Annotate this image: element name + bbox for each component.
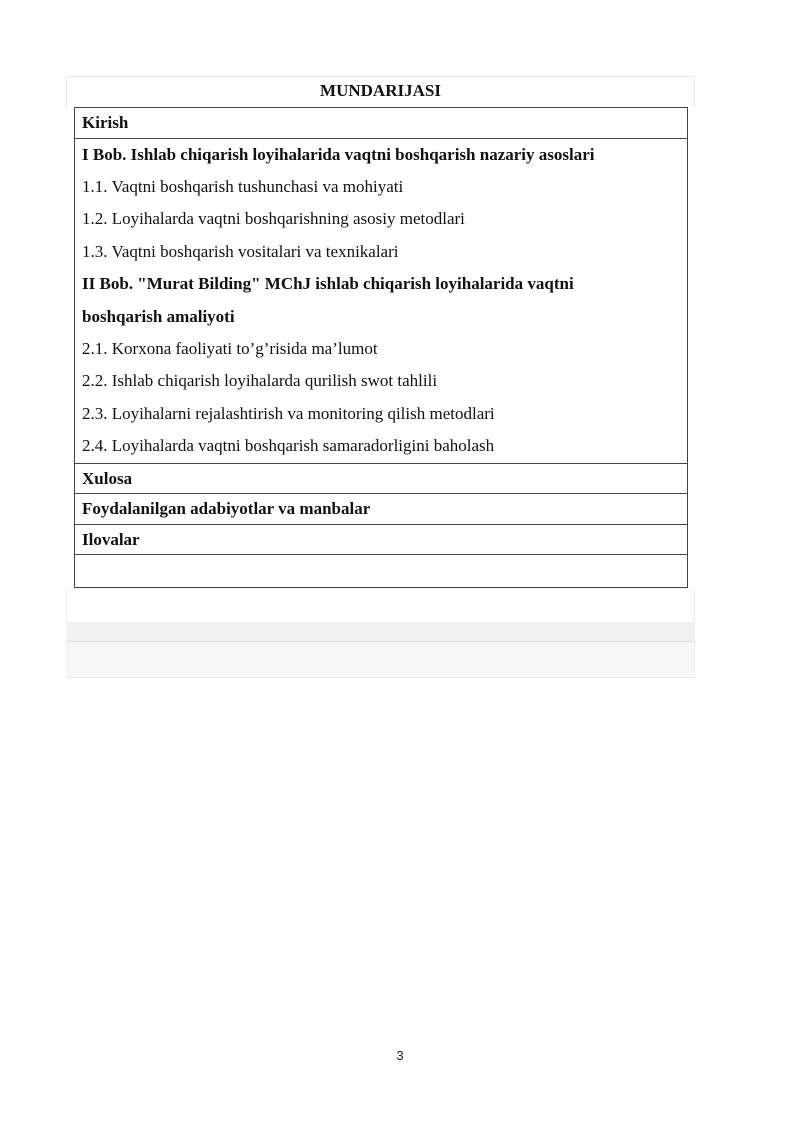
toc-entry-1-2[interactable]: 1.2. Loyihalarda vaqtni boshqarishning asosiy metodlari [82, 209, 465, 229]
toc-entry-2-3[interactable]: 2.3. Loyihalarni rejalashtirish va monitoring qilish metodlari [82, 403, 495, 423]
toc-entry-1-1[interactable]: 1.1. Vaqtni boshqarish tushunchasi va mohiyati [82, 176, 404, 196]
toc-entry-2-2[interactable]: 2.2. Ishlab chiqarish loyihalarda qurilish swot tahlili [82, 371, 438, 391]
empty-row [66, 588, 695, 622]
toc-entry-xulosa[interactable]: Xulosa [82, 468, 133, 488]
empty-table-rows [66, 588, 695, 678]
toc-entry-adabiyotlar[interactable]: Foydalanilgan adabiyotlar va manbalar [82, 499, 371, 519]
toc-chapter-1-title[interactable]: I Bob. Ishlab chiqarish loyihalarida vaqtni boshqarish nazariy asoslari [82, 144, 595, 164]
toc-entry-2-4[interactable]: 2.4. Loyihalarda vaqtni boshqarish samaradorligini baholash [82, 436, 495, 456]
empty-row [66, 641, 695, 678]
page-number: 3 [396, 1048, 404, 1063]
toc-row-empty [75, 554, 687, 587]
empty-row [66, 622, 695, 641]
toc-entry-kirish[interactable]: Kirish [82, 113, 129, 132]
table-of-contents [66, 76, 695, 678]
toc-row-kirish [75, 108, 687, 138]
toc-entry-ilovalar[interactable]: Ilovalar [82, 529, 140, 549]
toc-row-adabiyotlar [75, 493, 687, 524]
toc-entry-2-1[interactable]: 2.1. Korxona faoliyati to’g’risida ma’lumot [82, 338, 378, 358]
toc-title: MUNDARIJASI [66, 76, 695, 107]
toc-chapter-2-title-line-1[interactable]: II Bob. "Murat Bilding" MChJ ishlab chiqarish loyihalarida vaqtni [82, 274, 574, 294]
toc-chapter-2-title-line-2[interactable]: boshqarish amaliyoti [82, 306, 235, 326]
toc-table [74, 107, 688, 588]
toc-row-chapters [75, 138, 687, 463]
toc-row-xulosa [75, 463, 687, 494]
toc-entry-1-3[interactable]: 1.3. Vaqtni boshqarish vositalari va texnikalari [82, 241, 399, 261]
toc-row-ilovalar [75, 524, 687, 555]
